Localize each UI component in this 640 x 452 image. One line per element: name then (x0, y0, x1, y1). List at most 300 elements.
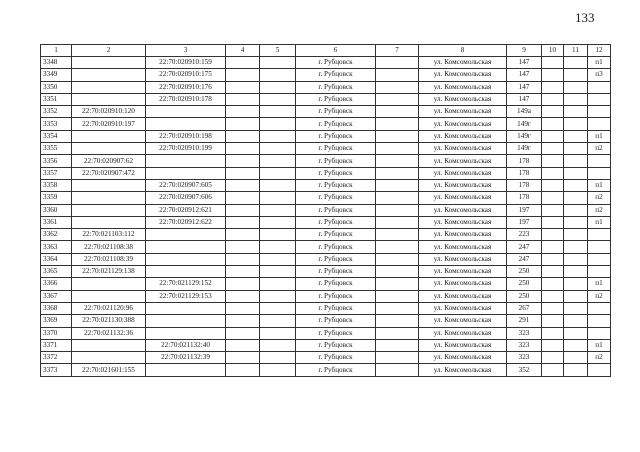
row-number-cell: 3358 (41, 179, 72, 191)
col-4-cell (226, 93, 260, 105)
col-5-cell (260, 192, 296, 204)
street-cell: ул. Комсомольская (419, 290, 507, 302)
house-number-cell: 178 (507, 167, 542, 179)
row-number-cell: 3353 (41, 118, 72, 130)
room-number-cell (588, 81, 611, 93)
col-5-cell (260, 253, 296, 265)
col-4-cell (226, 364, 260, 376)
house-number-cell: 291 (507, 315, 542, 327)
table-row (41, 81, 611, 93)
street-cell: ул. Комсомольская (419, 327, 507, 339)
col-7-cell (376, 204, 419, 216)
land-cadastral-number-cell: 22:70:021132:36 (72, 327, 146, 339)
land-cadastral-number-cell (72, 339, 146, 351)
col-7-cell (376, 352, 419, 364)
row-number-cell: 3359 (41, 192, 72, 204)
table-row (41, 315, 611, 327)
col-11-cell (564, 106, 588, 118)
house-number-cell: 147 (507, 57, 542, 69)
col-11-cell (564, 93, 588, 105)
col-7-cell (376, 69, 419, 81)
col-11-cell (564, 241, 588, 253)
table-row (41, 253, 611, 265)
building-cadastral-number-cell: 22:70:021132:40 (146, 339, 226, 351)
house-number-cell: 323 (507, 327, 542, 339)
house-number-cell: 178 (507, 192, 542, 204)
land-cadastral-number-cell (72, 143, 146, 155)
city-cell: г. Рубцовск (296, 81, 376, 93)
col-5-cell (260, 130, 296, 142)
table-header (41, 45, 611, 57)
col-7-cell (376, 364, 419, 376)
col-11-cell (564, 339, 588, 351)
col-7-cell (376, 81, 419, 93)
land-cadastral-number-cell: 22:70:020910:197 (72, 118, 146, 130)
col-10-cell (542, 302, 564, 314)
column-header: 11 (564, 45, 588, 57)
land-cadastral-number-cell: 22:70:020907:472 (72, 167, 146, 179)
col-5-cell (260, 81, 296, 93)
city-cell: г. Рубцовск (296, 241, 376, 253)
table-row (41, 106, 611, 118)
table-row (41, 57, 611, 69)
col-11-cell (564, 216, 588, 228)
city-cell: г. Рубцовск (296, 327, 376, 339)
street-cell: ул. Комсомольская (419, 229, 507, 241)
row-number-cell: 3361 (41, 216, 72, 228)
land-cadastral-number-cell: 22:70:020910:120 (72, 106, 146, 118)
room-number-cell: п1 (588, 130, 611, 142)
street-cell: ул. Комсомольская (419, 106, 507, 118)
col-5-cell (260, 167, 296, 179)
land-cadastral-number-cell (72, 352, 146, 364)
room-number-cell: п1 (588, 278, 611, 290)
row-number-cell: 3348 (41, 57, 72, 69)
row-number-cell: 3368 (41, 302, 72, 314)
house-number-cell: 352 (507, 364, 542, 376)
city-cell: г. Рубцовск (296, 253, 376, 265)
building-cadastral-number-cell: 22:70:020910:159 (146, 57, 226, 69)
building-cadastral-number-cell (146, 315, 226, 327)
building-cadastral-number-cell (146, 302, 226, 314)
col-7-cell (376, 290, 419, 302)
col-4-cell (226, 278, 260, 290)
street-cell: ул. Комсомольская (419, 278, 507, 290)
street-cell: ул. Комсомольская (419, 167, 507, 179)
col-10-cell (542, 204, 564, 216)
table-row (41, 278, 611, 290)
house-number-cell: 247 (507, 241, 542, 253)
col-7-cell (376, 106, 419, 118)
col-10-cell (542, 315, 564, 327)
land-cadastral-number-cell (72, 192, 146, 204)
col-5-cell (260, 290, 296, 302)
col-11-cell (564, 352, 588, 364)
row-number-cell: 3350 (41, 81, 72, 93)
col-7-cell (376, 167, 419, 179)
table-row (41, 302, 611, 314)
col-7-cell (376, 216, 419, 228)
street-cell: ул. Комсомольская (419, 352, 507, 364)
row-number-cell: 3349 (41, 69, 72, 81)
building-cadastral-number-cell: 22:70:020910:176 (146, 81, 226, 93)
room-number-cell (588, 315, 611, 327)
row-number-cell: 3355 (41, 143, 72, 155)
col-5-cell (260, 143, 296, 155)
house-number-cell: 149г (507, 143, 542, 155)
house-number-cell: 149а (507, 106, 542, 118)
column-header: 1 (41, 45, 72, 57)
table-row (41, 266, 611, 278)
building-cadastral-number-cell (146, 327, 226, 339)
street-cell: ул. Комсомольская (419, 155, 507, 167)
building-cadastral-number-cell (146, 241, 226, 253)
col-10-cell (542, 57, 564, 69)
building-cadastral-number-cell (146, 364, 226, 376)
land-cadastral-number-cell (72, 57, 146, 69)
col-10-cell (542, 179, 564, 191)
column-header: 9 (507, 45, 542, 57)
land-cadastral-number-cell: 22:70:021120:96 (72, 302, 146, 314)
col-11-cell (564, 155, 588, 167)
house-number-cell: 197 (507, 216, 542, 228)
row-number-cell: 3369 (41, 315, 72, 327)
col-7-cell (376, 278, 419, 290)
table-row (41, 290, 611, 302)
table-row (41, 216, 611, 228)
street-cell: ул. Комсомольская (419, 130, 507, 142)
land-cadastral-number-cell (72, 216, 146, 228)
table-row (41, 155, 611, 167)
table-body (41, 57, 611, 377)
col-11-cell (564, 315, 588, 327)
city-cell: г. Рубцовск (296, 192, 376, 204)
row-number-cell: 3373 (41, 364, 72, 376)
street-cell: ул. Комсомольская (419, 266, 507, 278)
col-7-cell (376, 327, 419, 339)
room-number-cell: п1 (588, 179, 611, 191)
room-number-cell: п2 (588, 352, 611, 364)
col-5-cell (260, 106, 296, 118)
col-5-cell (260, 155, 296, 167)
room-number-cell: п1 (588, 339, 611, 351)
row-number-cell: 3363 (41, 241, 72, 253)
city-cell: г. Рубцовск (296, 364, 376, 376)
room-number-cell: п2 (588, 143, 611, 155)
registry-table (40, 44, 611, 377)
col-10-cell (542, 118, 564, 130)
city-cell: г. Рубцовск (296, 106, 376, 118)
land-cadastral-number-cell (72, 69, 146, 81)
street-cell: ул. Комсомольская (419, 253, 507, 265)
col-7-cell (376, 179, 419, 191)
room-number-cell (588, 266, 611, 278)
room-number-cell (588, 106, 611, 118)
col-5-cell (260, 302, 296, 314)
column-header: 10 (542, 45, 564, 57)
street-cell: ул. Комсомольская (419, 216, 507, 228)
land-cadastral-number-cell: 22:70:021103:112 (72, 229, 146, 241)
col-7-cell (376, 253, 419, 265)
city-cell: г. Рубцовск (296, 290, 376, 302)
building-cadastral-number-cell: 22:70:021132:39 (146, 352, 226, 364)
room-number-cell: п2 (588, 204, 611, 216)
building-cadastral-number-cell (146, 155, 226, 167)
row-number-cell: 3354 (41, 130, 72, 142)
building-cadastral-number-cell (146, 118, 226, 130)
col-10-cell (542, 352, 564, 364)
col-11-cell (564, 57, 588, 69)
table-row (41, 339, 611, 351)
col-10-cell (542, 241, 564, 253)
building-cadastral-number-cell (146, 167, 226, 179)
col-4-cell (226, 229, 260, 241)
land-cadastral-number-cell (72, 179, 146, 191)
row-number-cell: 3357 (41, 167, 72, 179)
house-number-cell: 223 (507, 229, 542, 241)
col-11-cell (564, 204, 588, 216)
row-number-cell: 3371 (41, 339, 72, 351)
room-number-cell (588, 302, 611, 314)
col-7-cell (376, 241, 419, 253)
col-7-cell (376, 266, 419, 278)
row-number-cell: 3365 (41, 266, 72, 278)
house-number-cell: 197 (507, 204, 542, 216)
col-10-cell (542, 130, 564, 142)
city-cell: г. Рубцовск (296, 69, 376, 81)
room-number-cell (588, 327, 611, 339)
city-cell: г. Рубцовск (296, 339, 376, 351)
house-number-cell: 250 (507, 266, 542, 278)
city-cell: г. Рубцовск (296, 179, 376, 191)
building-cadastral-number-cell: 22:70:020907:605 (146, 179, 226, 191)
street-cell: ул. Комсомольская (419, 143, 507, 155)
room-number-cell (588, 229, 611, 241)
col-7-cell (376, 155, 419, 167)
row-number-cell: 3356 (41, 155, 72, 167)
column-header: 3 (146, 45, 226, 57)
building-cadastral-number-cell: 22:70:020912:621 (146, 204, 226, 216)
building-cadastral-number-cell (146, 106, 226, 118)
street-cell: ул. Комсомольская (419, 93, 507, 105)
col-10-cell (542, 339, 564, 351)
col-10-cell (542, 192, 564, 204)
col-4-cell (226, 130, 260, 142)
col-7-cell (376, 315, 419, 327)
col-5-cell (260, 179, 296, 191)
col-10-cell (542, 253, 564, 265)
city-cell: г. Рубцовск (296, 155, 376, 167)
col-11-cell (564, 364, 588, 376)
col-11-cell (564, 290, 588, 302)
house-number-cell: 178 (507, 179, 542, 191)
street-cell: ул. Комсомольская (419, 118, 507, 130)
col-4-cell (226, 266, 260, 278)
house-number-cell: 247 (507, 253, 542, 265)
col-10-cell (542, 69, 564, 81)
room-number-cell (588, 253, 611, 265)
room-number-cell: п1 (588, 216, 611, 228)
col-7-cell (376, 192, 419, 204)
col-4-cell (226, 192, 260, 204)
column-header: 4 (226, 45, 260, 57)
col-10-cell (542, 167, 564, 179)
city-cell: г. Рубцовск (296, 57, 376, 69)
col-4-cell (226, 155, 260, 167)
row-number-cell: 3360 (41, 204, 72, 216)
room-number-cell (588, 241, 611, 253)
table-row (41, 118, 611, 130)
table-row (41, 229, 611, 241)
city-cell: г. Рубцовск (296, 278, 376, 290)
street-cell: ул. Комсомольская (419, 302, 507, 314)
col-11-cell (564, 192, 588, 204)
building-cadastral-number-cell: 22:70:020910:178 (146, 93, 226, 105)
col-10-cell (542, 93, 564, 105)
col-10-cell (542, 327, 564, 339)
land-cadastral-number-cell: 22:70:021129:138 (72, 266, 146, 278)
street-cell: ул. Комсомольская (419, 339, 507, 351)
street-cell: ул. Комсомольская (419, 204, 507, 216)
column-header: 12 (588, 45, 611, 57)
row-number-cell: 3372 (41, 352, 72, 364)
col-5-cell (260, 93, 296, 105)
col-11-cell (564, 253, 588, 265)
row-number-cell: 3362 (41, 229, 72, 241)
col-4-cell (226, 302, 260, 314)
land-cadastral-number-cell (72, 130, 146, 142)
header-row (41, 45, 611, 57)
street-cell: ул. Комсомольская (419, 241, 507, 253)
house-number-cell: 323 (507, 352, 542, 364)
col-10-cell (542, 278, 564, 290)
land-cadastral-number-cell (72, 290, 146, 302)
land-cadastral-number-cell: 22:70:021108:39 (72, 253, 146, 265)
col-4-cell (226, 179, 260, 191)
building-cadastral-number-cell: 22:70:021129:153 (146, 290, 226, 302)
col-5-cell (260, 352, 296, 364)
house-number-cell: 250 (507, 278, 542, 290)
land-cadastral-number-cell: 22:70:020907:62 (72, 155, 146, 167)
col-5-cell (260, 241, 296, 253)
col-11-cell (564, 302, 588, 314)
house-number-cell: 147 (507, 69, 542, 81)
building-cadastral-number-cell: 22:70:020907:606 (146, 192, 226, 204)
col-10-cell (542, 290, 564, 302)
street-cell: ул. Комсомольская (419, 315, 507, 327)
col-10-cell (542, 81, 564, 93)
col-10-cell (542, 216, 564, 228)
street-cell: ул. Комсомольская (419, 69, 507, 81)
col-7-cell (376, 93, 419, 105)
col-11-cell (564, 69, 588, 81)
col-11-cell (564, 130, 588, 142)
room-number-cell: п2 (588, 290, 611, 302)
table-row (41, 167, 611, 179)
room-number-cell: п3 (588, 69, 611, 81)
col-4-cell (226, 327, 260, 339)
col-4-cell (226, 315, 260, 327)
land-cadastral-number-cell: 22:70:021130:388 (72, 315, 146, 327)
row-number-cell: 3370 (41, 327, 72, 339)
col-4-cell (226, 118, 260, 130)
city-cell: г. Рубцовск (296, 167, 376, 179)
col-4-cell (226, 143, 260, 155)
building-cadastral-number-cell: 22:70:020912:622 (146, 216, 226, 228)
col-4-cell (226, 81, 260, 93)
building-cadastral-number-cell (146, 229, 226, 241)
city-cell: г. Рубцовск (296, 93, 376, 105)
street-cell: ул. Комсомольская (419, 364, 507, 376)
table-row (41, 192, 611, 204)
col-11-cell (564, 118, 588, 130)
street-cell: ул. Комсомольская (419, 192, 507, 204)
room-number-cell: п1 (588, 57, 611, 69)
col-4-cell (226, 339, 260, 351)
col-10-cell (542, 364, 564, 376)
house-number-cell: 178 (507, 155, 542, 167)
col-5-cell (260, 57, 296, 69)
col-4-cell (226, 241, 260, 253)
col-7-cell (376, 57, 419, 69)
col-4-cell (226, 290, 260, 302)
col-5-cell (260, 278, 296, 290)
city-cell: г. Рубцовск (296, 229, 376, 241)
col-10-cell (542, 266, 564, 278)
city-cell: г. Рубцовск (296, 216, 376, 228)
page-number: 133 (575, 10, 595, 25)
land-cadastral-number-cell (72, 278, 146, 290)
col-11-cell (564, 229, 588, 241)
col-7-cell (376, 130, 419, 142)
table-row (41, 179, 611, 191)
building-cadastral-number-cell: 22:70:020910:199 (146, 143, 226, 155)
col-7-cell (376, 302, 419, 314)
room-number-cell (588, 93, 611, 105)
table-row (41, 204, 611, 216)
room-number-cell (588, 364, 611, 376)
house-number-cell: 147 (507, 93, 542, 105)
land-cadastral-number-cell (72, 81, 146, 93)
table-row (41, 352, 611, 364)
col-4-cell (226, 253, 260, 265)
house-number-cell: 147 (507, 81, 542, 93)
land-cadastral-number-cell: 22:70:021601:155 (72, 364, 146, 376)
col-7-cell (376, 339, 419, 351)
col-10-cell (542, 229, 564, 241)
col-10-cell (542, 106, 564, 118)
house-number-cell: 149г (507, 130, 542, 142)
city-cell: г. Рубцовск (296, 204, 376, 216)
city-cell: г. Рубцовск (296, 118, 376, 130)
land-cadastral-number-cell (72, 93, 146, 105)
col-4-cell (226, 204, 260, 216)
col-11-cell (564, 266, 588, 278)
col-4-cell (226, 57, 260, 69)
column-header: 5 (260, 45, 296, 57)
city-cell: г. Рубцовск (296, 130, 376, 142)
col-7-cell (376, 143, 419, 155)
building-cadastral-number-cell: 22:70:020910:198 (146, 130, 226, 142)
row-number-cell: 3352 (41, 106, 72, 118)
row-number-cell: 3367 (41, 290, 72, 302)
row-number-cell: 3366 (41, 278, 72, 290)
city-cell: г. Рубцовск (296, 352, 376, 364)
col-5-cell (260, 229, 296, 241)
column-header: 6 (296, 45, 376, 57)
column-header: 7 (376, 45, 419, 57)
house-number-cell: 267 (507, 302, 542, 314)
